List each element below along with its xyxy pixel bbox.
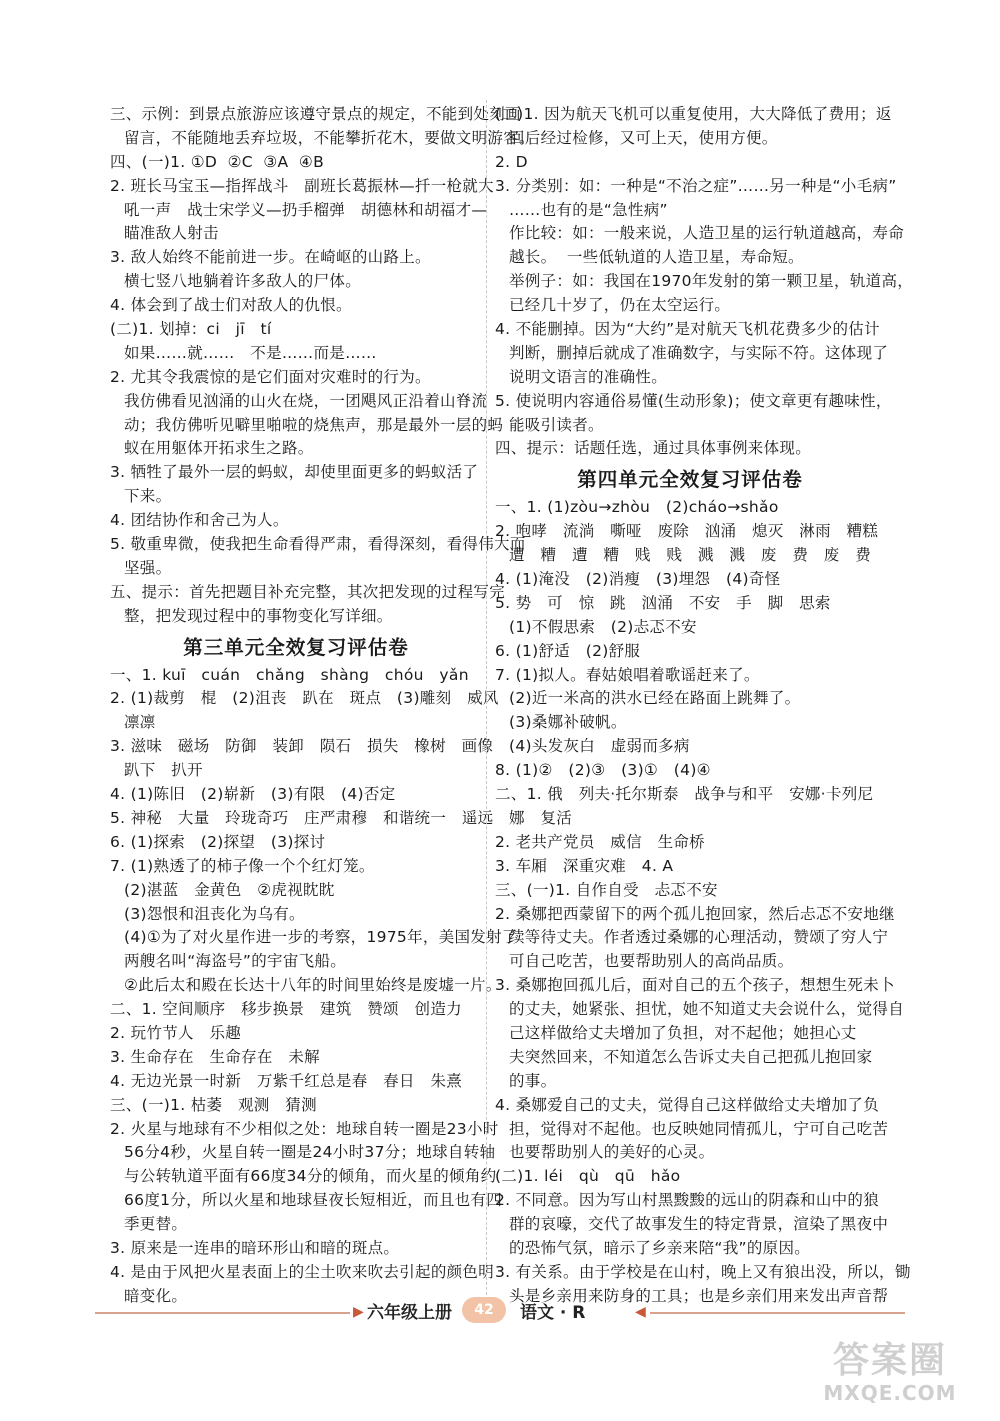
footer-subject: 语文 · R: [520, 1303, 586, 1323]
section-title: 第四单元全效复习评估卷: [577, 468, 803, 492]
answer-line: 2. 尤其令我震惊的是它们面对灾难时的行为。: [110, 367, 431, 386]
answer-line: (二)1. léi qù qū hǎo: [495, 1167, 681, 1186]
answer-line: (4)头发灰白 虚弱而多病: [509, 737, 690, 756]
answer-line: 下来。: [124, 487, 172, 506]
answer-line: 6. (1)探索 (2)探望 (3)探讨: [110, 832, 326, 851]
answer-line: 趴下 扒开: [124, 761, 203, 780]
answer-line: (二)1. 因为航天飞机可以重复使用，大大降低了费用；返: [495, 105, 892, 123]
answer-line: 作比较：如：一般来说，人造卫星的运行轨道越高，寿命: [509, 224, 905, 243]
answer-line: 担，觉得对不起他。也反映她同情孤儿，宁可自己吃苦: [509, 1119, 889, 1138]
answer-line: 己这样做给丈夫增加了负担，对不起他；她担心丈: [509, 1023, 857, 1042]
answer-line: 季更替。: [124, 1215, 188, 1234]
answer-line: 2. 不同意。因为写山村黑黢黢的远山的阴森和山中的狼: [495, 1191, 880, 1210]
answer-line: (2)湛蓝 金黄色 ②虎视眈眈: [124, 880, 335, 899]
answer-line: 2. 咆哮 流淌 嘶哑 废除 汹涌 熄灭 淋雨 糟糕: [495, 522, 879, 541]
answer-line: 一、1. kuī cuán chǎng shàng chóu yǎn: [110, 665, 469, 684]
right-column: [495, 103, 914, 1309]
footer-rule-right: [650, 1312, 905, 1314]
answer-line: 2. D: [495, 152, 528, 171]
answer-line: 四、(一)1. ①D ②C ③A ④B: [110, 152, 325, 171]
answer-line: (3)怨恨和沮丧化为乌有。: [124, 904, 305, 923]
answer-line: 动；我仿佛听见噼里啪啦的烧焦声，那是最外一层的蚂: [124, 415, 504, 434]
answer-line: (3)桑娜补破帆。: [509, 713, 627, 732]
answer-line: 四、提示：话题任选，通过具体事例来体现。: [495, 439, 812, 458]
answer-line: 5. 神秘 大量 玲珑奇巧 庄严肃穆 和谐统一 遥远: [110, 808, 494, 827]
answer-line: 3. 桑娜抱回孤儿后，面对自己的五个孩子，想想生死未卜: [495, 976, 895, 995]
answer-line: 蚁在用躯体开拓求生之路。: [124, 439, 314, 458]
answer-line: 举例子：如：我国在1970年发射的第一颗卫星，轨道高，: [509, 272, 914, 291]
answer-line: 已经几十岁了，仍在太空运行。: [509, 296, 731, 315]
answer-line: 五、提示：首先把题目补充完整，其次把发现的过程写完: [110, 582, 506, 601]
answer-line: 整，把发现过程中的事物变化写详细。: [124, 606, 393, 625]
answer-line: 遭 糟 遭 糟 贱 贱 溅 溅 废 费 废 费: [509, 546, 872, 565]
answer-line: 回后经过检修，又可上天，使用方便。: [509, 128, 778, 147]
answer-line: 我仿佛看见汹涌的山火在烧，一团飓风正沿着山脊流: [124, 391, 488, 410]
answer-line: 66度1分，所以火星和地球昼夜长短相近，而且也有四: [124, 1191, 503, 1210]
answer-line: 留言，不能随地丢弃垃圾，不能攀折花木，要做文明游客。: [124, 128, 535, 147]
footer-arrow-left-icon: ▶: [353, 1304, 364, 1320]
answer-line: 说明文语言的准确性。: [509, 367, 668, 386]
column-divider: [486, 100, 487, 1295]
answer-line: 夫突然回来，不知道怎么告诉丈夫自己把孤儿抱回家: [509, 1047, 873, 1066]
answer-line: 一、1. (1)zòu→zhòu (2)cháo→shǎo: [495, 498, 779, 517]
answer-line: 的事。: [509, 1071, 557, 1090]
answer-line: 的丈夫，她紧张、担忧，她不知道丈夫会说什么，觉得自: [509, 1000, 905, 1019]
answer-line: 瞄准敌人射击: [124, 224, 219, 243]
answer-line: 4. 体会到了战士们对敌人的仇恨。: [110, 296, 352, 315]
answer-line: (2)近一米高的洪水已经在路面上跳舞了。: [509, 689, 801, 708]
answer-line: 如果……就…… 不是……而是……: [124, 343, 377, 362]
answer-line: 二、1. 俄 列夫·托尔斯泰 战争与和平 安娜·卡列尼: [495, 785, 874, 804]
answer-line: 吼一声 战士宋学义—扔手榴弹 胡德林和胡福才—: [124, 200, 488, 219]
answer-line: 6. (1)舒适 (2)舒服: [495, 641, 641, 660]
answer-line: 3. 敌人始终不能前进一步。在崎岖的山路上。: [110, 248, 431, 267]
answer-line: 2. (1)裁剪 棍 (2)沮丧 趴在 斑点 (3)雕刻 威风: [110, 689, 499, 708]
answer-line: 也要帮助别人的美好的心灵。: [509, 1143, 715, 1162]
answer-line: 4. 团结协作和舍己为人。: [110, 511, 289, 530]
answer-line: 二、1. 空间顺序 移步换景 建筑 赞颂 创造力: [110, 1000, 462, 1019]
answer-line: 横七竖八地躺着许多敌人的尸体。: [124, 272, 362, 291]
footer-page-number: 42: [462, 1297, 506, 1323]
answer-line: 三、(一)1. 枯萎 观测 猜测: [110, 1095, 317, 1114]
answer-line: 2. 老共产党员 威信 生命桥: [495, 832, 705, 851]
answer-line: 3. 原来是一连串的暗环形山和暗的斑点。: [110, 1238, 400, 1257]
answer-line: 续等待丈夫。作者透过桑娜的心理活动，赞颂了穷人宁: [509, 928, 889, 947]
answer-line: 娜 复活: [509, 808, 573, 827]
answer-line: 3. 车厢 深重灾难 4. A: [495, 856, 674, 875]
answer-line: 3. 分类别：如：一种是“不治之症”……另一种是“小毛病”: [495, 176, 897, 195]
answer-line: 3. 滋味 磁场 防御 装卸 陨石 损失 橡树 画像: [110, 737, 494, 756]
answer-line: 7. (1)拟人。春姑娘唱着歌谣赶来了。: [495, 665, 760, 684]
answer-line: 头是乡亲用来防身的工具；也是乡亲们用来发出声音帮: [509, 1286, 889, 1305]
answer-line: 三、示例：到景点旅游应该遵守景点的规定，不能到处刻画: [110, 105, 521, 123]
footer-arrow-right-icon: ◀: [635, 1304, 646, 1320]
watermark-logo: [815, 1340, 965, 1410]
answer-line: 坚强。: [124, 558, 172, 577]
answer-line: 3. 有关系。由于学校是在山村，晚上又有狼出没，所以，锄: [495, 1262, 911, 1281]
watermark-logo-text: 答案圈: [832, 1340, 947, 1381]
answer-line: 三、(一)1. 自作自受 忐忑不安: [495, 880, 718, 899]
answer-line: 4. 无边光景一时新 万紫千红总是春 春日 朱熹: [110, 1071, 463, 1090]
page-footer: [95, 1292, 905, 1328]
answer-line: 暗变化。: [124, 1286, 188, 1305]
answer-line: 群的哀嚎，交代了故事发生的特定背景，渲染了黑夜中: [509, 1215, 889, 1234]
answer-line: 4. 不能删掉。因为“大约”是对航天飞机花费多少的估计: [495, 320, 880, 339]
answer-line: 的恐怖气氛，暗示了乡亲来陪“我”的原因。: [509, 1238, 811, 1257]
answer-line: 7. (1)熟透了的柿子像一个个红灯笼。: [110, 856, 375, 875]
answer-line: (4)①为了对火星作进一步的考察，1975年，美国发射了: [124, 928, 518, 947]
answer-line: 2. 班长马宝玉—指挥战斗 副班长葛振林—扦一枪就大: [110, 176, 494, 195]
answer-line: 4. 桑娜爱自己的丈夫，觉得自己这样做给丈夫增加了负: [495, 1095, 880, 1114]
section-title: 第三单元全效复习评估卷: [183, 635, 409, 659]
answer-line: 能吸引读者。: [509, 415, 604, 434]
watermark-domain-text: MXQE.COM: [823, 1381, 957, 1405]
footer-grade: 六年级上册: [367, 1303, 452, 1323]
answer-line: 5. 敬重卑微，使我把生命看得严肃，看得深刻，看得伟大而: [110, 535, 526, 554]
answer-line: 8. (1)② (2)③ (3)① (4)④: [495, 761, 711, 780]
answer-line: 5. 势 可 惊 跳 汹涌 不安 手 脚 思索: [495, 593, 831, 612]
answer-line: 两艘名叫“海盗号”的宇宙飞船。: [124, 952, 347, 971]
answer-line: 判断，删掉后就成了准确数字，与实际不符。这体现了: [509, 343, 889, 362]
answer-line: 与公转轨道平面有66度34分的倾角，而火星的倾角约: [124, 1167, 497, 1186]
answer-line: 2. 桑娜把西蒙留下的两个孤儿抱回家，然后忐忑不安地继: [495, 904, 895, 923]
answer-line: 凛凛: [124, 713, 156, 732]
answer-line: 5. 使说明内容通俗易懂(生动形象)；使文章更有趣味性，: [495, 391, 892, 410]
answer-line: 2. 玩竹节人 乐趣: [110, 1023, 242, 1042]
answer-line: ②此后太和殿在长达十八年的时间里始终是废墟一片。: [124, 976, 502, 995]
answer-line: 2. 火星与地球有不少相似之处：地球自转一圈是23小时: [110, 1119, 499, 1138]
answer-line: 3. 生命存在 生命存在 未解: [110, 1047, 320, 1066]
answer-line: 可自己吃苦，也要帮助别人的高尚品质。: [509, 952, 794, 971]
answer-line: ……也有的是“急性病”: [509, 200, 668, 219]
answer-line: 4. 是由于风把火星表面上的尘土吹来吹去引起的颜色明: [110, 1262, 495, 1281]
answer-line: 越长。 一些低轨道的人造卫星，寿命短。: [509, 248, 804, 267]
answer-line: 4. (1)淹没 (2)消瘦 (3)埋怨 (4)奇怪: [495, 570, 781, 589]
answer-line: 56分4秒，火星自转一圈是24小时37分；地球自转轴: [124, 1143, 496, 1162]
answer-line: 3. 牺牲了最外一层的蚂蚁，却使里面更多的蚂蚁活了: [110, 463, 479, 482]
answer-line: 4. (1)陈旧 (2)崭新 (3)有限 (4)否定: [110, 785, 396, 804]
answer-line: (1)不假思索 (2)忐忑不安: [509, 617, 697, 636]
footer-rule-left: [95, 1312, 350, 1314]
answer-line: (二)1. 划掉：ci jī tí: [110, 320, 272, 339]
